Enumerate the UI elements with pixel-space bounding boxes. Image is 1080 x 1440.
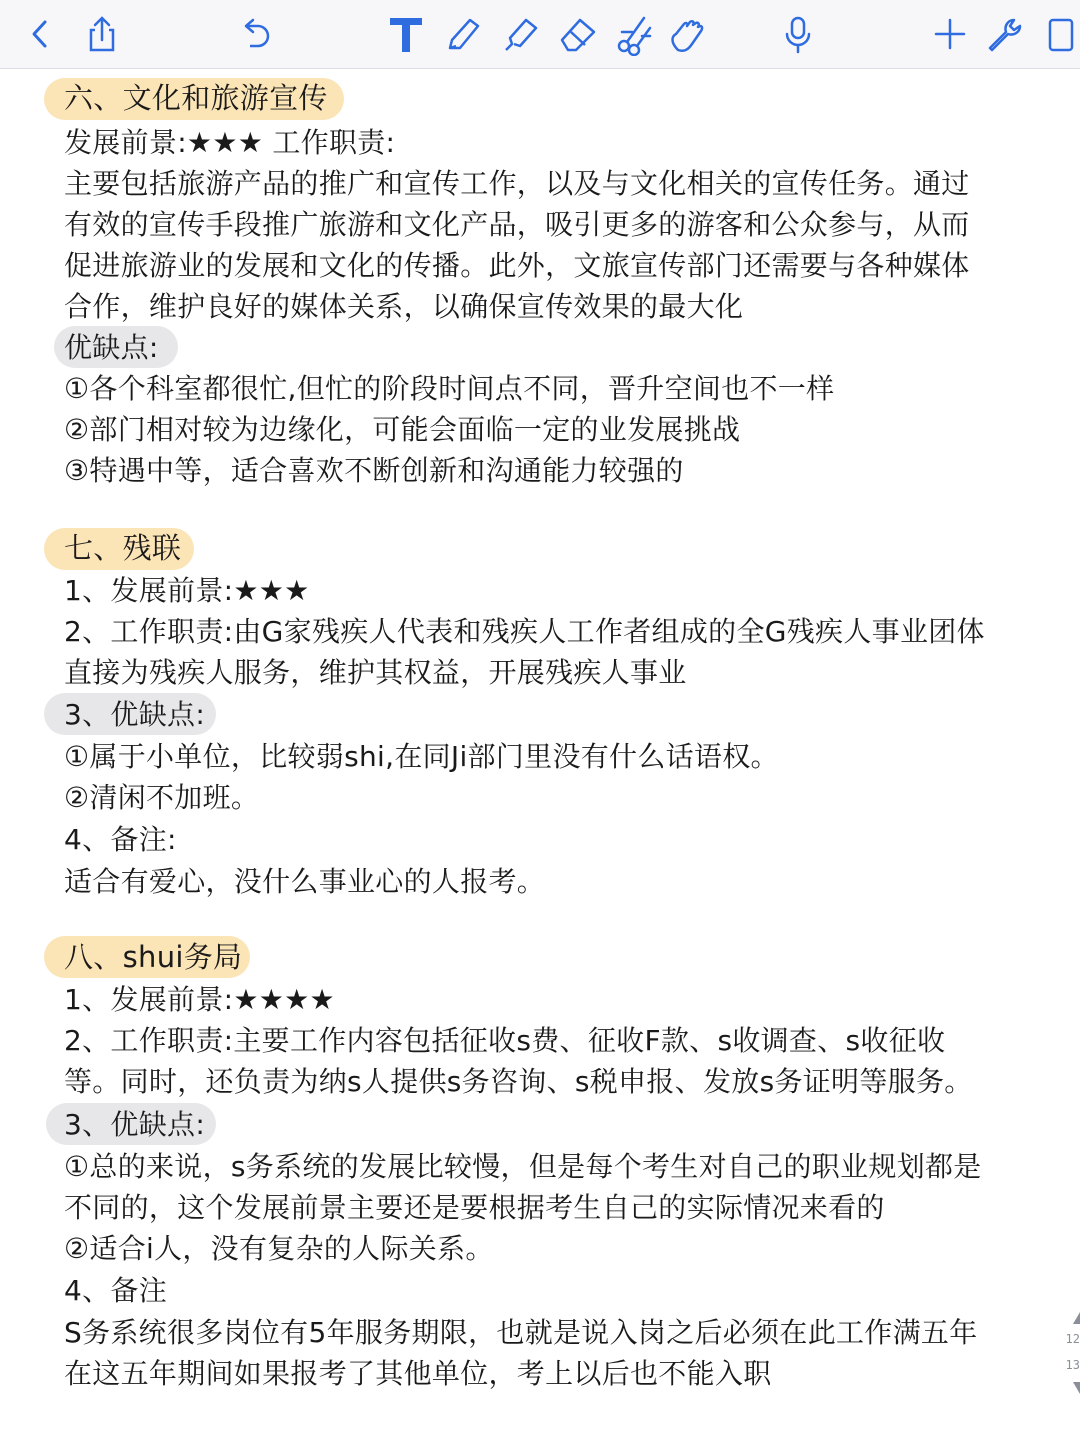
subheading: 优缺点: bbox=[64, 331, 159, 364]
list-item: S务系统很多岗位有5年服务期限，也就是说入岗之后必须在此工作满五年 bbox=[64, 1316, 978, 1349]
highlighter-icon[interactable] bbox=[498, 12, 542, 56]
text-line: 有效的宣传手段推广旅游和文化产品，吸引更多的游客和公众参与，从而 bbox=[64, 208, 970, 241]
subheading: 3、优缺点: bbox=[64, 1108, 206, 1141]
section-heading: 六、文化和旅游宣传 bbox=[64, 81, 328, 115]
list-item: ①总的来说，s务系统的发展比较慢，但是每个考生对自己的职业规划都是 bbox=[64, 1150, 982, 1183]
list-item: 在这五年期间如果报考了其他单位，考上以后也不能入职 bbox=[64, 1357, 772, 1390]
share-icon[interactable] bbox=[80, 12, 124, 56]
subheading: 3、优缺点: bbox=[64, 698, 206, 731]
text-line: 2、工作职责:主要工作内容包括征收s费、征收F款、s收调查、s收征收 bbox=[64, 1024, 946, 1057]
eraser-icon[interactable] bbox=[556, 12, 600, 56]
scissors-icon[interactable] bbox=[612, 12, 656, 56]
text-line: 等。同时，还负责为纳s人提供s务咨询、s税申报、发放s务证明等服务。 bbox=[64, 1065, 973, 1098]
page-up-icon[interactable] bbox=[1073, 1312, 1080, 1324]
page-number-next: 13 bbox=[1065, 1358, 1080, 1372]
text-line: 1、发展前景:★★★★ bbox=[64, 983, 335, 1016]
list-item: ①属于小单位，比较弱shi,在同Ji部门里没有什么话语权。 bbox=[64, 740, 779, 773]
toolbar bbox=[0, 0, 1080, 69]
text-line: 发展前景:★★★ 工作职责: bbox=[64, 126, 396, 159]
section-heading: 八、shui务局 bbox=[64, 940, 243, 974]
note-page bbox=[0, 68, 1080, 1440]
list-item: ②适合i人，没有复杂的人际关系。 bbox=[64, 1232, 494, 1265]
text-line: 直接为残疾人服务，维护其权益，开展残疾人事业 bbox=[64, 656, 687, 689]
list-item: 4、备注: bbox=[64, 823, 177, 856]
text-line: 促进旅游业的发展和文化的传播。此外，文旅宣传部门还需要与各种媒体 bbox=[64, 249, 970, 282]
list-item: 4、备注 bbox=[64, 1274, 168, 1307]
text-line: 合作，维护良好的媒体关系，以确保宣传效果的最大化 bbox=[64, 290, 744, 323]
page-number-current: 12 bbox=[1065, 1332, 1080, 1346]
text-tool-icon[interactable] bbox=[384, 12, 428, 56]
page-down-icon[interactable] bbox=[1073, 1382, 1080, 1394]
add-icon[interactable] bbox=[928, 12, 972, 56]
section-heading: 七、残联 bbox=[64, 531, 182, 565]
text-line: 主要包括旅游产品的推广和宣传工作，以及与文化相关的宣传任务。通过 bbox=[64, 167, 970, 200]
hand-icon[interactable] bbox=[664, 12, 708, 56]
list-item: ③特遇中等，适合喜欢不断创新和沟通能力较强的 bbox=[64, 454, 684, 487]
list-item: 不同的，这个发展前景主要还是要根据考生自己的实际情况来看的 bbox=[64, 1191, 885, 1224]
undo-icon[interactable] bbox=[232, 12, 276, 56]
list-item: 适合有爱心，没什么事业心的人报考。 bbox=[64, 865, 546, 898]
list-item: ②部门相对较为边缘化，可能会面临一定的业发展挑战 bbox=[64, 413, 741, 446]
text-line: 2、工作职责:由G家残疾人代表和残疾人工作者组成的全G残疾人事业团体 bbox=[64, 615, 985, 648]
wrench-icon[interactable] bbox=[982, 12, 1026, 56]
microphone-icon[interactable] bbox=[776, 12, 820, 56]
pen-icon[interactable] bbox=[440, 12, 484, 56]
text-line: 1、发展前景:★★★ bbox=[64, 574, 310, 607]
page-icon[interactable] bbox=[1036, 12, 1076, 56]
page-scroll-indicator[interactable] bbox=[1066, 1312, 1080, 1392]
list-item: ①各个科室都很忙,但忙的阶段时间点不同，晋升空间也不一样 bbox=[64, 372, 835, 405]
list-item: ②清闲不加班。 bbox=[64, 781, 260, 814]
back-icon[interactable] bbox=[18, 12, 62, 56]
